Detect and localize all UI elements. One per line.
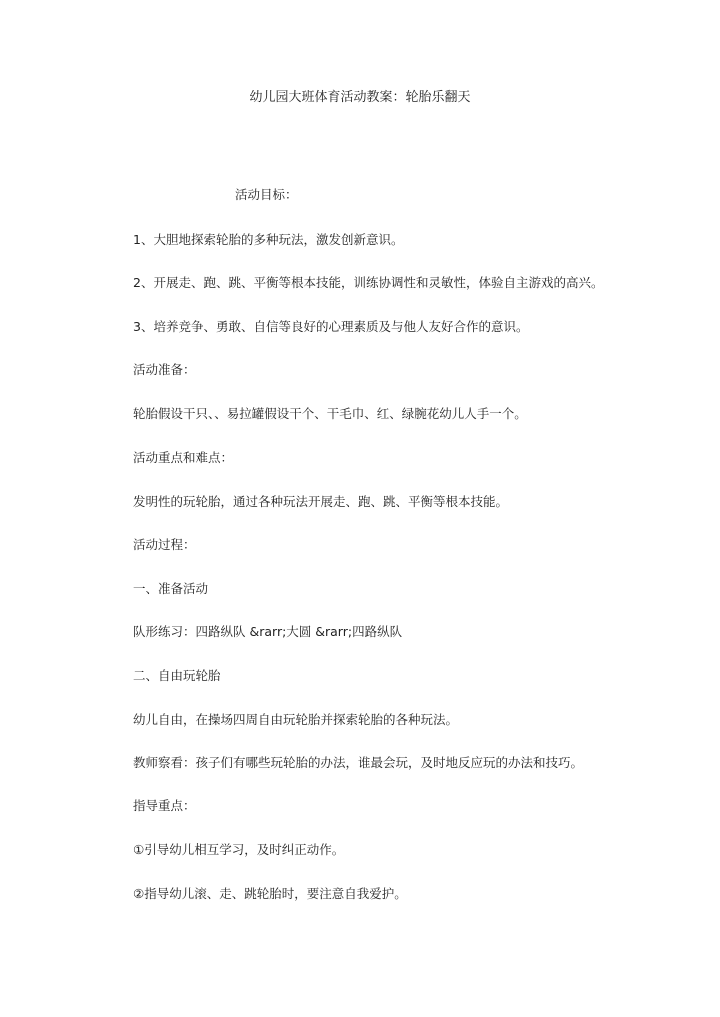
document-title: 幼儿园大班体育活动教案：轮胎乐翻天 xyxy=(249,90,471,105)
key-points-text: 发明性的玩轮胎，通过各种玩法开展走、跑、跳、平衡等根本技能。 xyxy=(133,494,509,509)
teacher-observation-text: 教师察看：孩子们有哪些玩轮胎的办法，谁最会玩，及时地反应玩的办法和技巧。 xyxy=(133,755,584,770)
section-heading-process: 活动过程： xyxy=(133,537,196,552)
guidance-heading: 指导重点： xyxy=(133,798,196,813)
section-heading-goals: 活动目标： xyxy=(235,187,298,202)
section-heading-key-points: 活动重点和难点： xyxy=(133,450,234,465)
free-play-text: 幼儿自由，在操场四周自由玩轮胎并探索轮胎的各种玩法。 xyxy=(133,712,459,727)
process-step-2-heading: 二、自由玩轮胎 xyxy=(133,668,221,683)
formation-practice-text: 队形练习：四路纵队 &rarr;大圆 &rarr;四路纵队 xyxy=(133,624,403,639)
goal-item-3: 3、培养竞争、勇敢、自信等良好的心理素质及与他人友好合作的意识。 xyxy=(133,319,529,334)
goal-item-2: 2、开展走、跑、跳、平衡等根本技能，训练协调性和灵敏性，体验自主游戏的高兴。 xyxy=(133,275,604,290)
guidance-item-2: ②指导幼儿滚、走、跳轮胎时，要注意自我爱护。 xyxy=(133,886,407,901)
guidance-item-1: ①引导幼儿相互学习，及时纠正动作。 xyxy=(133,842,345,857)
process-step-1-heading: 一、准备活动 xyxy=(133,581,209,596)
section-heading-preparation: 活动准备： xyxy=(133,362,196,377)
goal-item-1: 1、大胆地探索轮胎的多种玩法，激发创新意识。 xyxy=(133,232,404,247)
preparation-text: 轮胎假设干只、、易拉罐假设干个、干毛巾、红、绿腕花幼儿人手一个。 xyxy=(133,406,527,421)
